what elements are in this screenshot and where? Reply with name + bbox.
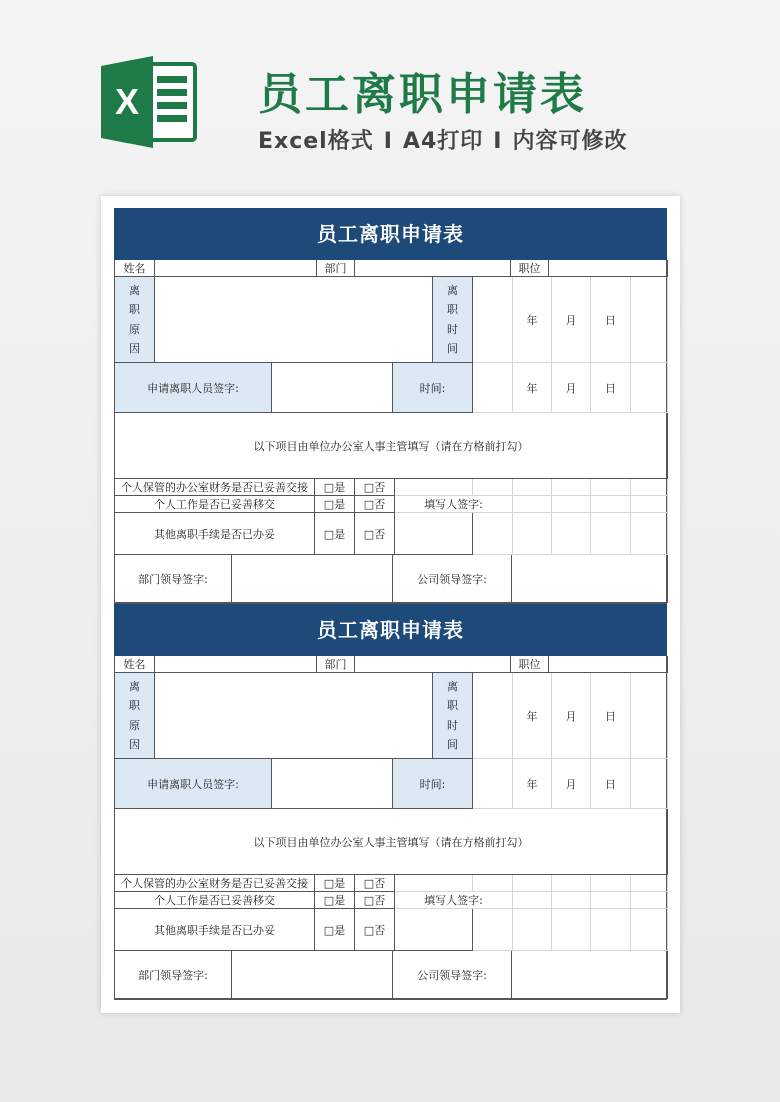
grid-cell <box>395 875 473 892</box>
year-cell: 年 <box>513 363 552 413</box>
position-label: 职位 <box>511 260 549 277</box>
leave-time-label-char: 间 <box>447 341 458 355</box>
grid-cell <box>552 479 591 496</box>
no-checkbox[interactable]: □否 <box>355 892 395 909</box>
yes-checkbox[interactable]: □是 <box>315 909 355 951</box>
grid-cell <box>395 513 473 555</box>
print-label: A4打印 <box>402 129 484 154</box>
grid-cell <box>591 513 631 555</box>
grid-cell <box>631 277 668 363</box>
name-label: 姓名 <box>115 656 155 673</box>
resignation-form <box>114 604 667 1000</box>
grid-cell <box>513 496 552 513</box>
no-checkbox[interactable]: □否 <box>355 513 395 555</box>
no-checkbox[interactable]: □否 <box>355 909 395 951</box>
dept-label: 部门 <box>317 260 355 277</box>
leave-time-label-char: 离 <box>447 284 458 298</box>
month-cell: 月 <box>552 363 591 413</box>
editable-label: 内容可修改 <box>512 129 628 154</box>
day-cell: 日 <box>591 277 631 363</box>
dept-field[interactable] <box>355 656 511 673</box>
instruction-text: 以下项目由单位办公室人事主管填写（请在方格前打勾） <box>115 413 668 479</box>
leave-time-label-char: 职 <box>447 699 458 713</box>
grid-cell <box>552 909 591 951</box>
grid-cell <box>631 479 668 496</box>
grid-cell <box>631 673 668 759</box>
company-leader-sign-field[interactable] <box>512 555 668 603</box>
grid-cell <box>513 479 552 496</box>
grid-cell <box>631 363 668 413</box>
no-checkbox[interactable]: □否 <box>355 479 395 496</box>
filler-sign-label: 填写人签字: <box>395 892 513 909</box>
yes-checkbox[interactable]: □是 <box>315 496 355 513</box>
grid-cell <box>513 909 552 951</box>
grid-cell <box>631 909 668 951</box>
reason-label-char: 职 <box>129 303 140 317</box>
reason-field[interactable] <box>155 673 433 759</box>
day-cell: 日 <box>591 363 631 413</box>
yes-checkbox[interactable]: □是 <box>315 892 355 909</box>
dept-field[interactable] <box>355 260 511 277</box>
document-sheet <box>101 196 680 1013</box>
reason-label-char: 原 <box>129 718 140 732</box>
leave-time-label-char: 间 <box>447 737 458 751</box>
day-cell: 日 <box>591 759 631 809</box>
grid-cell <box>552 513 591 555</box>
grid-cell <box>552 892 591 909</box>
reason-field[interactable] <box>155 277 433 363</box>
position-field[interactable] <box>549 260 668 277</box>
grid-cell <box>631 496 668 513</box>
applicant-sign-label: 申请离职人员签字: <box>115 759 272 809</box>
dept-leader-sign-field[interactable] <box>232 555 393 603</box>
form-table <box>114 260 667 604</box>
month-cell: 月 <box>552 759 591 809</box>
company-leader-label: 公司领导签字: <box>393 555 512 603</box>
company-leader-label: 公司领导签字: <box>393 951 512 999</box>
document-subtitle: Excel格式 I A4打印 I 内容可修改 <box>258 129 628 154</box>
reason-label-char: 因 <box>129 737 140 751</box>
svg-text:X: X <box>114 81 140 122</box>
year-cell: 年 <box>513 673 552 759</box>
reason-label-char: 职 <box>129 699 140 713</box>
time-label: 时间: <box>393 363 473 413</box>
month-cell: 月 <box>552 673 591 759</box>
reason-label-char: 因 <box>129 341 140 355</box>
name-field[interactable] <box>155 260 317 277</box>
dept-label: 部门 <box>317 656 355 673</box>
applicant-sign-field[interactable] <box>272 363 393 413</box>
yes-checkbox[interactable]: □是 <box>315 875 355 892</box>
grid-cell <box>591 892 631 909</box>
leave-time-label-char: 时 <box>447 718 458 732</box>
form-table <box>114 656 667 1000</box>
reason-label <box>115 277 155 363</box>
grid-cell <box>473 673 513 759</box>
form-title: 员工离职申请表 <box>114 604 667 656</box>
reason-label <box>115 673 155 759</box>
position-label: 职位 <box>511 656 549 673</box>
no-checkbox[interactable]: □否 <box>355 875 395 892</box>
grid-cell <box>473 909 513 951</box>
position-field[interactable] <box>549 656 668 673</box>
check-item: 个人工作是否已妥善移交 <box>115 892 315 909</box>
leave-time-label-char: 离 <box>447 680 458 694</box>
time-label: 时间: <box>393 759 473 809</box>
yes-checkbox[interactable]: □是 <box>315 479 355 496</box>
check-item: 个人工作是否已妥善移交 <box>115 496 315 513</box>
leave-time-label <box>433 277 473 363</box>
year-cell: 年 <box>513 759 552 809</box>
grid-cell <box>631 875 668 892</box>
grid-cell <box>473 277 513 363</box>
applicant-sign-field[interactable] <box>272 759 393 809</box>
grid-cell <box>591 909 631 951</box>
grid-cell <box>473 759 513 809</box>
grid-cell <box>473 875 513 892</box>
company-leader-sign-field[interactable] <box>512 951 668 999</box>
grid-cell <box>591 496 631 513</box>
excel-logo-icon <box>101 56 197 148</box>
year-cell: 年 <box>513 277 552 363</box>
month-cell: 月 <box>552 277 591 363</box>
check-item: 其他离职手续是否已办妥 <box>115 513 315 555</box>
name-label: 姓名 <box>115 260 155 277</box>
grid-cell <box>631 759 668 809</box>
name-field[interactable] <box>155 656 317 673</box>
grid-cell <box>473 513 513 555</box>
grid-cell <box>513 892 552 909</box>
no-checkbox[interactable]: □否 <box>355 496 395 513</box>
applicant-sign-label: 申请离职人员签字: <box>115 363 272 413</box>
grid-cell <box>552 496 591 513</box>
check-item: 个人保管的办公室财务是否已妥善交接 <box>115 479 315 496</box>
reason-label-char: 原 <box>129 322 140 336</box>
leave-time-label-char: 时 <box>447 322 458 336</box>
grid-cell <box>591 479 631 496</box>
filler-sign-label: 填写人签字: <box>395 496 513 513</box>
dept-leader-label: 部门领导签字: <box>115 555 232 603</box>
resignation-form <box>114 208 667 604</box>
grid-cell <box>395 479 473 496</box>
grid-cell <box>473 479 513 496</box>
check-item: 个人保管的办公室财务是否已妥善交接 <box>115 875 315 892</box>
form-title: 员工离职申请表 <box>114 208 667 260</box>
grid-cell <box>513 513 552 555</box>
reason-label-char: 离 <box>129 284 140 298</box>
day-cell: 日 <box>591 673 631 759</box>
dept-leader-sign-field[interactable] <box>232 951 393 999</box>
yes-checkbox[interactable]: □是 <box>315 513 355 555</box>
grid-cell <box>513 875 552 892</box>
reason-label-char: 离 <box>129 680 140 694</box>
grid-cell <box>395 909 473 951</box>
grid-cell <box>631 892 668 909</box>
instruction-text: 以下项目由单位办公室人事主管填写（请在方格前打勾） <box>115 809 668 875</box>
leave-time-label <box>433 673 473 759</box>
banner <box>0 0 780 190</box>
grid-cell <box>591 875 631 892</box>
check-item: 其他离职手续是否已办妥 <box>115 909 315 951</box>
grid-cell <box>631 513 668 555</box>
grid-cell <box>473 363 513 413</box>
format-label: Excel格式 <box>258 129 374 154</box>
document-title: 员工离职申请表 <box>258 69 587 120</box>
dept-leader-label: 部门领导签字: <box>115 951 232 999</box>
leave-time-label-char: 职 <box>447 303 458 317</box>
grid-cell <box>552 875 591 892</box>
